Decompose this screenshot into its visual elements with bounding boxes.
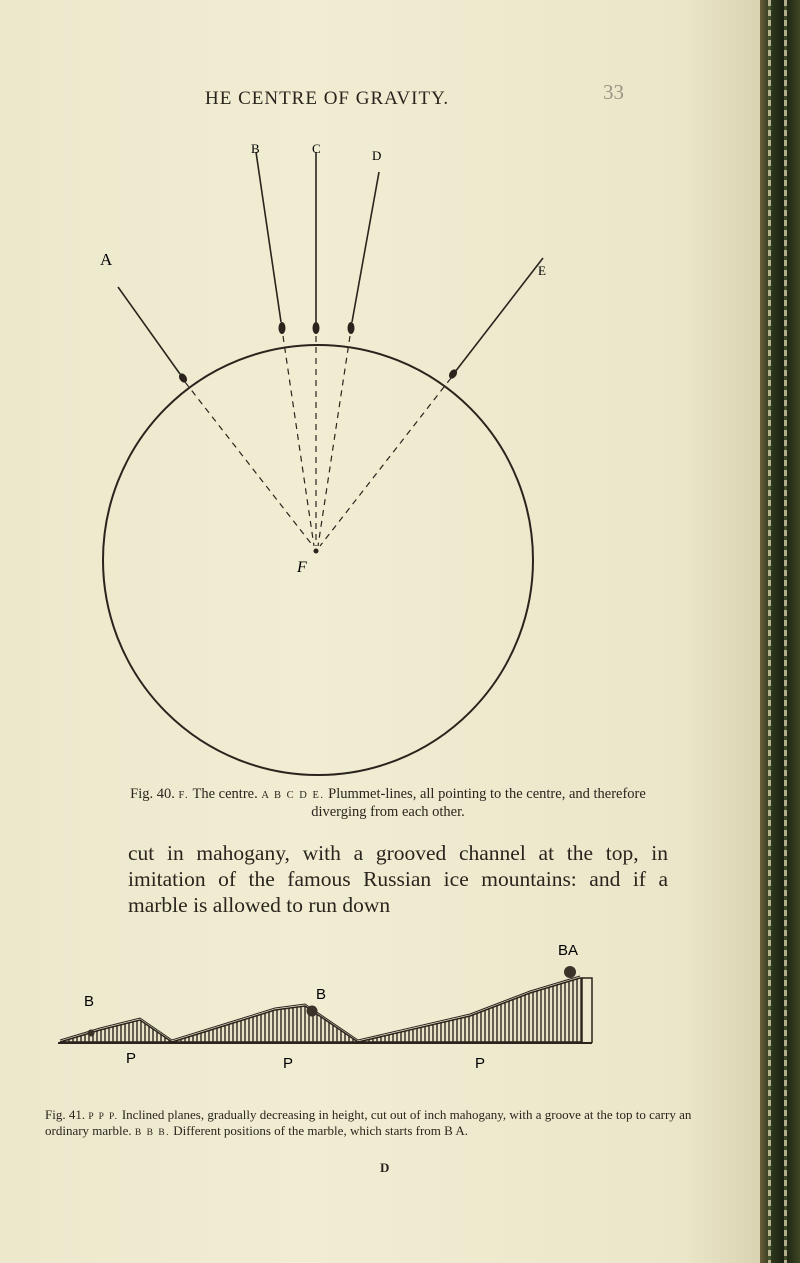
label-p1: P	[126, 1050, 137, 1067]
fig40-caption-line-text: Plummet-lines, all pointing to the centre, and therefore diverging from each other.	[311, 786, 646, 820]
fig41-caption-b-text: Different positions of the marble, which starts from B A.	[173, 1123, 469, 1138]
label-b: B	[251, 141, 260, 156]
inclined-plane-1	[60, 1020, 172, 1042]
label-b-mid: B	[316, 986, 327, 1003]
body-paragraph: cut in mahogany, with a grooved channel at the top, in imitation of the famous Russian ice mountains: and if a marble is allowed to run down	[128, 841, 668, 917]
figure-41-caption	[45, 1108, 737, 1140]
spine-stripe	[768, 0, 771, 1263]
label-p3: P	[475, 1055, 486, 1072]
label-e: E	[538, 263, 546, 278]
signature-mark: D	[380, 1160, 390, 1175]
marble-left	[88, 1030, 95, 1037]
label-c: C	[312, 141, 321, 156]
running-header: HE CENTRE OF GRAVITY.	[205, 88, 450, 109]
fig40-caption-prefix: Fig. 40.	[130, 786, 175, 802]
marble-start	[564, 966, 576, 978]
label-d: D	[372, 148, 382, 163]
fig40-caption-line-letters: A B C D E.	[261, 790, 325, 801]
fig40-caption-f-letter: F.	[178, 790, 190, 801]
fig41-caption-p-letters: P P P.	[88, 1112, 119, 1122]
fig41-caption-p-text: Inclined planes, gradually decreasing in height, cut out of inch mahogany, with a groove at the top to carry an ordinary marble.	[45, 1107, 692, 1138]
marble-mid	[307, 1006, 318, 1017]
label-a: A	[100, 250, 113, 269]
spine-stripe	[784, 0, 787, 1263]
book-spine-edge	[760, 0, 800, 1263]
fig41-caption-prefix: Fig. 41.	[45, 1107, 86, 1122]
label-f: F	[297, 559, 307, 576]
label-p2: P	[283, 1055, 294, 1072]
page-number: 33	[603, 80, 624, 104]
label-ba: BA	[558, 942, 579, 959]
fig40-caption-f-text: The centre.	[192, 786, 258, 802]
end-bracket	[582, 978, 592, 1043]
label-b-left: B	[84, 993, 95, 1010]
fig41-caption-b-letters: B B B.	[134, 1128, 171, 1138]
